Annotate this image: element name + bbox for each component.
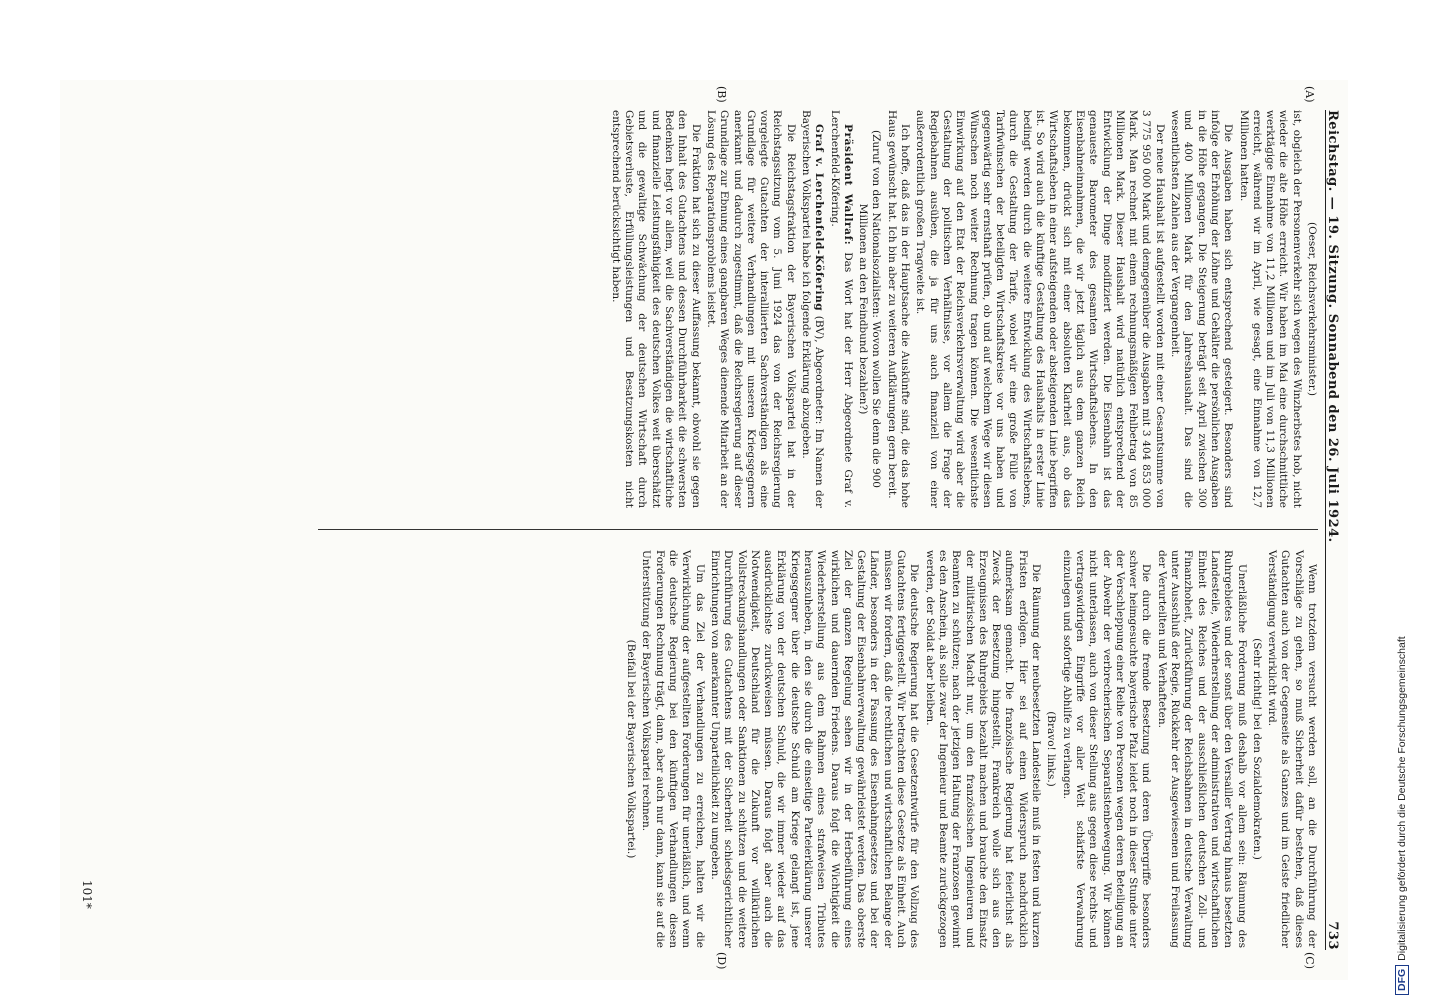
paragraph-text: (BV), Abgeordneter: Im Namen der Bayerischen Volkspartei habe ich folgende Erklärung abzugeben. [800, 110, 826, 509]
paragraph-president [827, 110, 854, 508]
speaker-name: Graf v. Lerchenfeld-Köfering [813, 124, 826, 312]
dfg-logo-icon: DFG [1395, 965, 1409, 995]
right-column [622, 550, 1318, 948]
paragraph: Die Räumung der neubesetzten Landesteile muß in festen und kurzen Fristen erfolgen. Hier sei auf einen Widerspruch nachdrücklich aufmerksam gemacht. Die französische Regierung hat feierlichst als Zweck der Besetzung hingestellt, Frankreich wolle sich aus den Erzeugnissen des Ruhrgebiets bezahlt machen und brauche den Einsatz der militärischen Macht nur, um den französischen Ingenieuren und Beamten zu schützen; nach der jetzigen Haltung der Franzosen gewinnt es den Anschein, als solle zwar der Ingenieur und Beamte zurückgezogen werden, der Soldat aber bleiben. [923, 550, 1043, 948]
paragraph: Unerläßliche Forderung muß deshalb vor allem sein: Räumung des Ruhrgebietes und der sonst über den Versailler Vertrag hinaus besetzten Landesteile, Wiederherstellung der administrativen und wirtschaftlichen Einheit des Reiches und der ausschließlichen deutschen Zoll- und Finanzhoheit, Zurückführung der Reichsbahnen in deutsche Verwaltung unter Ausschluß der Regie, Rückkehr der Ausgewiesenen und Freilassung der Verurteilten und Verhafteten. [1155, 550, 1248, 948]
paragraph: Wenn trotzdem versucht werden soll, an die Durchführung der Vorschläge zu gehen, so muß Sicherheit dafür bestehen, daß dieses Gutachten auch von der Gegenseite als Ganzes und im Geiste friedlicher Verständigung verwirklicht wird. [1266, 550, 1318, 948]
paragraph: Die Reichstagsfraktion der Bayerischen Volkspartei hat in der Reichstagssitzung vom 5. Juni 1924 das von der Reichsregierung vorgelegte Gutachten der interalliierten Sachverständigen als eine Grundlage für weitere Verhandlungen mit unseren Kriegsgegnern anerkannt und dadurch zugestimmt, daß die Reichsregierung auf dieser Grundlage zur Ebnung eines gangbaren Weges dienende Mitarbeit an der Lösung des Reparationsproblems leistet. [704, 110, 797, 508]
margin-marker-b: (B) [715, 86, 728, 103]
paragraph: Die Ausgaben haben sich entsprechend gesteigert. Besonders sind infolge der Erhöhung der Löhne und Gehälter die persönlichen Ausgaben in die Höhe gegangen. Die Steigerung beträgt seit April zwischen 300 und 400 Millionen Mark für den Jahreshaushalt. Das sind die wesentlichsten Zahlen aus der Vergangenheit. [1169, 110, 1235, 508]
column-divider [318, 529, 1318, 530]
paragraph: Die durch die fremde Besetzung und deren Übergriffe besonders schwer heimgesuchte bayerische Pfalz leidet noch in dieser Stunde unter der Verschleppung einer Reihe von Personen wegen deren Beteiligung an der Abwehr der verbrecherischen Separatistenbewegung. Wir können nicht unterlassen, auch von dieser Stellung aus gegen diese rechts- und vertragswidrigen Eingriffe vor aller Welt schärfste Verwahrung einzulegen und sofortige Abhilfe zu verlangen. [1060, 550, 1153, 948]
header-title: Reichstag. — 19. Sitzung. Sonnabend den 26. Juli 1924. [1325, 110, 1341, 543]
scanned-page [60, 80, 1348, 980]
interjection: (Zuruf von den Nationalsozialisten: Wovon wollen Sie denn die 900 Millionen an den Feindbund bezahlen?) [857, 130, 883, 488]
speaker-attribution: (Oeser, Reichsverkehrsminister.) [1306, 221, 1318, 397]
paragraph: ist, obgleich der Personenverkehr sich wegen des Winzherbstes hob, nicht wieder die alte Höhe erreicht. Wir haben im Mai eine durchschnittliche werktägige Einnahme von 11,2 Millionen und im Juli von 11,3 Millionen erreicht, während wir im April, wie gesagt, eine Einnahme von 12,7 Millionen hatten. [1237, 110, 1303, 508]
left-column [607, 110, 1318, 508]
digitization-credit [1393, 0, 1434, 1000]
credit-text: Digitalisierung gefördert durch die Deutsche Forschungsgemeinschaft [1396, 636, 1408, 961]
paragraph: Die deutsche Regierung hat die Gesetzentwürfe für den Vollzug des Gutachtens fertiggestellt. Wir betrachten diese Gesetze als Einheit. Auch müssen wir fordern, daß die rechtlichen und wirtschaftlichen Belange der Länder, besonders in der Fassung des Eisenbahngesetzes und bei der Gestaltung der Eisenbahnverwaltung gewährleistet werden. Das oberste Ziel der ganzen Regelung sehen wir in der Herbeiführung eines wirklichen und dauernden Friedens. Daraus folgt die Wichtigkeit die Wiederherstellung aus dem Rahmen eines strafweisen Tributes herauszuheben, in den sie durch die einseitige Parteierklärung unserer Kriegsgegner über die deutsche Schuld am Kriege gelangt ist, jene Erklärung von der deutschen Schuld, die wir immer wieder auf das ausdrücklichste zurückweisen müssen. Daraus folgt aber auch die Notwendigkeit, Deutschland für die Zukunft vor willkürlichen Vollstreckungshandlungen oder Sanktionen zu schützen und die weitere Durchführung des Gutachtens mit der Sicherheit schiedsgerichtlicher Einrichtungen von anerkannter Unparteilichkeit zu umgeben. [708, 550, 921, 948]
interjection: (Sehr richtig! bei den Sozialdemokraten.) [1250, 638, 1263, 860]
paragraph: Der neue Haushalt ist aufgestellt worden mit einer Gesamtsumme von 3 775 950 000 Mark und demgegenüber die Ausgaben mit 3 404 853 000 Mark. Man rechnet mit einem rechnungsmäßigen Fehlbetrag von 85 Millionen Mark. Dieser Haushalt wird natürlich entsprechend der Entwicklung der Dinge modifiziert werden. Die Eisenbahn ist das genaueste Barometer des gesamten Wirtschaftslebens. In den Eisenbahneinnahmen, die wir jetzt täglich aus dem ganzen Reich bekommen, drückt sich mit einer absoluten Klarheit aus, ob das Wirtschaftsleben in einer aufsteigenden oder absteigenden Linie begriffen ist. So wird auch die künftige Gestaltung des Haushalts in erster Linie bedingt werden durch die weitere Entwicklung des Wirtschaftslebens, durch die Gestaltung der Tarife, wobei wir eine große Fülle von Tarifwünschen der beteiligten Wirtschaftskreise vor uns haben und gegenwärtig sehr ernsthaft prüfen, ob und auf welchem Wege wir diesen Wünschen noch weiter Rechnung tragen können. Die wesentlichste Einwirkung auf den Etat der Reichsverkehrsverwaltung wird aber die Gestaltung der politischen Verhältnisse, vor allem die Frage der Regiebahnen ausüben, die ja für uns auch finanziell von einer außerordentlich großen Tragweite ist. [914, 110, 1166, 508]
margin-marker-d: (D) [715, 952, 728, 970]
paragraph-text: Das Wort hat der Herr Abgeordnete Graf v. Lerchenfeld-Köfering. [828, 110, 854, 508]
paragraph: Ich hoffe, daß das in der Hauptsache die Auskünfte sind, die das hohe Haus gewünscht hat. Ich bin aber zu weiteren Aufklärungen gern bereit. [885, 110, 912, 508]
interjection: (Beifall bei der Bayerischen Volkspartei.) [625, 639, 638, 859]
page-header [1325, 110, 1348, 950]
page-number: 733 [1325, 921, 1341, 950]
margin-marker-c: (C) [1303, 952, 1316, 969]
rotated-page-content [60, 80, 1348, 980]
speaker-name: Präsident Wallraf: [841, 124, 854, 246]
paragraph: Die Fraktion hat sich zu dieser Auffassung bekannt, obwohl sie gegen den Inhalt des Gutachtens und dessen Durchführbarkeit die schwersten Bedenken hegt vor allem, weil die Sachverständigen die wirtschaftliche und finanzielle Leistungsfähigkeit des deutschen Volkes weit überschätzt und die gewaltige Schwächung der deutschen Wirtschaft durch Gebietsverluste, Erfüllungsleistungen und Besatzungskosten nicht entsprechend berücksichtigt haben. [609, 110, 702, 508]
page-signature: 101* [80, 880, 94, 909]
credit-text-line [1395, 0, 1411, 995]
interjection: (Bravo! links.) [1045, 711, 1058, 787]
paragraph: Um das Ziel der Verhandlungen zu erreichen, halten wir die Verwirklichung der aufgestellten Forderungen für unerläßlich, und wenn die deutsche Regierung bei den künftigen Verhandlungen diesen Forderungen Rechnung trägt, dann, aber auch nur dann, kann sie auf die Unterstützung der Bayerischen Volkspartei rechnen. [640, 550, 706, 948]
margin-marker-a: (A) [1303, 86, 1316, 103]
paragraph-speaker [799, 110, 826, 508]
